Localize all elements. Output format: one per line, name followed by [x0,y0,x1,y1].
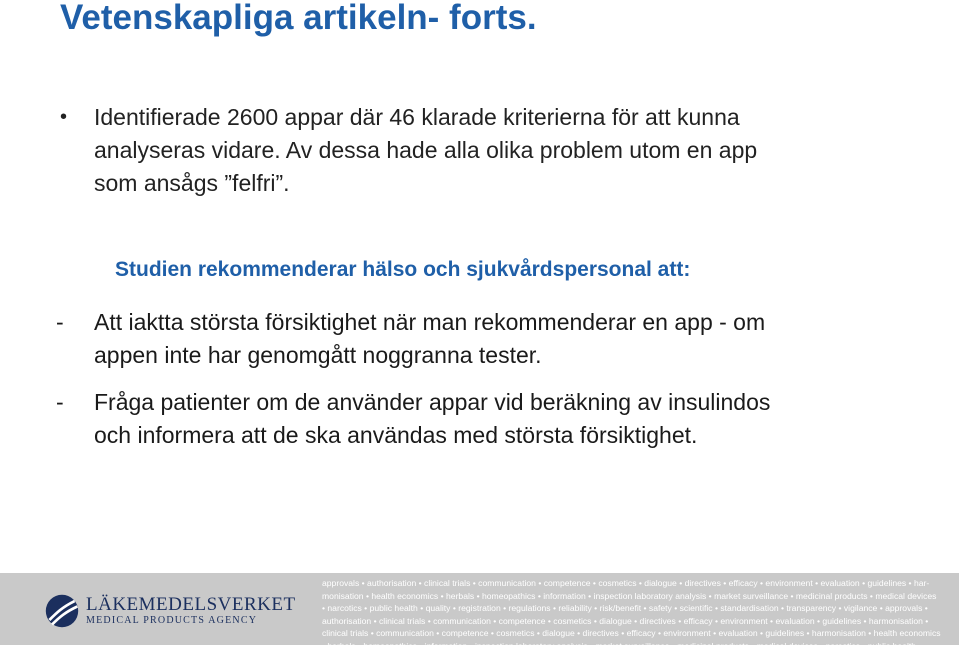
bullet-line: som ansågs ”felfri”. [94,170,290,196]
recommendation-heading: Studien rekommenderar hälso och sjukvårdspersonal att: [115,258,691,281]
logo-emblem-icon [44,593,80,629]
logo-text [86,595,296,627]
logo-subtitle: MEDICAL PRODUCTS AGENCY [86,615,258,626]
dash-marker: - [56,309,64,335]
bullet-text [94,101,757,200]
recommendation-text [94,306,765,372]
agency-logo [44,593,296,629]
footer-band [0,573,959,651]
bullet-line: analyseras vidare. Av dessa hade alla olika problem utom en app [94,137,758,163]
slide-title: Vetenskapliga artikeln- forts. [60,0,537,37]
recommendation-item [56,306,936,372]
bullet-list [60,101,920,200]
recommendation-text [94,386,770,452]
bullet-item [60,101,920,200]
dash-marker: - [56,389,64,415]
recommendation-list [56,306,936,466]
recommendation-item [56,386,936,452]
ribbon-line: • herbals • homeopathics • information • inspection laboratory analysis • market surveillance • medicinal products • medical devices • narcotics • public health • [322,640,922,651]
logo-name: LÄKEMEDELSVERKET [86,594,296,615]
ribbon-line: • narcotics • public health • quality • registration • regulations • reliability • risk/benefit • safety • scientific • standardisation • transparency • vigilance • approvals • [322,603,928,614]
ribbon-line: clinical trials • communication • competence • cosmetics • dialogue • directives • efficacy • environment • evaluation • guidelines • harmonisation • health economics [322,628,941,639]
recommendation-line: Att iaktta största försiktighet när man rekommenderar en app - om [94,309,766,335]
bullet-line: Identifierade 2600 appar där 46 klarade kriterierna för att kunna [94,104,740,130]
recommendation-line: och informera att de ska användas med största försiktighet. [94,422,698,448]
recommendation-line: Fråga patienter om de använder appar vid beräkning av insulindos [94,389,771,415]
ribbon-line: authorisation • clinical trials • communication • competence • cosmetics • dialogue • directives • efficacy • environment • evaluation • guidelines • harmonisation • [322,615,929,626]
bullet-marker: • [60,106,68,128]
ribbon-line: monisation • health economics • herbals • homeopathics • information • inspection laboratory analysis • market surveillance • medicinal products • medical devices [322,590,937,601]
keyword-ribbon [322,577,962,653]
recommendation-line: appen inte har genomgått noggranna tester. [94,342,542,368]
ribbon-line: approvals • authorisation • clinical trials • communication • competence • cosmetics • dialogue • directives • efficacy • environment • evaluation • guidelines • har- [322,578,930,588]
